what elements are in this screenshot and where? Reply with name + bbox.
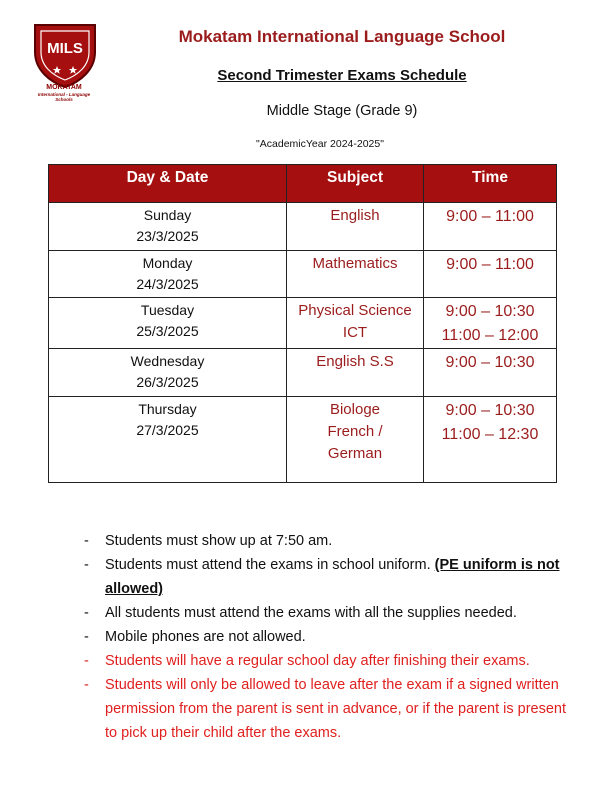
table-row — [49, 397, 557, 483]
rule-text: Students will only be allowed to leave after the exam if a signed written permission from the parent is sent in advance, or if the parent is present to pick up their child after the exams. — [105, 677, 567, 741]
table-row — [49, 349, 557, 397]
time-slot: 9:00 – 11:00 — [446, 208, 534, 225]
logo-caption-line: Schools — [55, 97, 73, 102]
day-date-cell — [49, 203, 287, 251]
subject-cell — [287, 203, 424, 251]
list-item — [84, 601, 574, 625]
subject-cell — [287, 298, 424, 349]
day-date-cell — [49, 397, 287, 483]
stage-label: Middle Stage (Grade 9) — [266, 103, 418, 119]
subject-name: English S.S — [316, 353, 394, 370]
exam-schedule-table — [48, 164, 557, 483]
time-cell — [424, 349, 557, 397]
subject-name: German — [327, 445, 383, 462]
time-slot: 9:00 – 10:30 — [445, 354, 535, 371]
day-name: Sunday — [143, 207, 192, 223]
exam-date: 26/3/2025 — [136, 374, 199, 390]
list-item — [84, 625, 574, 649]
day-name: Monday — [142, 255, 193, 271]
rule-text: Students will have a regular school day after finishing their exams. — [105, 653, 530, 669]
day-date-cell — [49, 251, 287, 298]
bullet-dash: - — [84, 557, 89, 573]
bullet-dash: - — [84, 677, 89, 693]
column-header-subject: Subject — [287, 165, 424, 203]
subject-name: French / — [327, 423, 383, 440]
rule-text: All students must attend the exams with all the supplies needed. — [105, 605, 517, 621]
bullet-dash: - — [84, 605, 89, 621]
subject-cell — [287, 397, 424, 483]
logo-caption — [24, 84, 104, 102]
logo-caption-name: MOKATAM — [46, 84, 82, 91]
day-date-cell — [49, 298, 287, 349]
time-slot: 9:00 – 11:00 — [446, 256, 534, 273]
table-row — [49, 298, 557, 349]
subject-name: Physical Science — [298, 302, 412, 319]
rule-emphasis: (PE uniform is not allowed) — [105, 557, 560, 597]
column-header-time: Time — [424, 165, 557, 203]
subject-name: Biologe — [329, 401, 381, 418]
logo-caption-line: International - Language — [37, 92, 91, 97]
time-cell — [424, 298, 557, 349]
rule-text: Students must attend the exams in school uniform. — [105, 557, 435, 573]
exam-date: 27/3/2025 — [136, 422, 199, 438]
time-cell — [424, 251, 557, 298]
table-row — [49, 251, 557, 298]
shield-icon — [32, 22, 98, 88]
day-name: Thursday — [138, 401, 197, 417]
time-slot: 9:00 – 10:30 — [445, 402, 535, 419]
bullet-dash: - — [84, 629, 89, 645]
subject-cell — [287, 251, 424, 298]
list-item — [84, 673, 574, 745]
day-name: Tuesday — [140, 302, 195, 318]
subject-name: Mathematics — [312, 255, 398, 272]
school-name: Mokatam International Language School — [178, 27, 506, 46]
list-item — [84, 649, 574, 673]
bullet-dash: - — [84, 653, 89, 669]
column-header-day-date: Day & Date — [49, 165, 287, 203]
time-cell — [424, 203, 557, 251]
exam-date: 25/3/2025 — [136, 323, 199, 339]
rule-text: Mobile phones are not allowed. — [105, 629, 306, 645]
logo-initials: MILS — [47, 40, 83, 57]
subject-name: ICT — [342, 324, 368, 341]
academic-year: "AcademicYear 2024-2025" — [256, 138, 384, 150]
bullet-dash: - — [84, 533, 89, 549]
exam-date: 23/3/2025 — [136, 228, 199, 244]
table-row — [49, 203, 557, 251]
rule-text: Students must show up at 7:50 am. — [105, 533, 333, 549]
subject-cell — [287, 349, 424, 397]
exam-rules-list — [84, 529, 574, 745]
list-item — [84, 553, 574, 601]
time-slot: 11:00 – 12:00 — [441, 327, 539, 344]
table-header-row — [49, 165, 557, 203]
list-item — [84, 529, 574, 553]
time-slot: 9:00 – 10:30 — [445, 303, 535, 320]
subject-name: English — [330, 207, 380, 224]
time-cell — [424, 397, 557, 483]
exam-date: 24/3/2025 — [136, 276, 199, 292]
time-slot: 11:00 – 12:30 — [441, 426, 539, 443]
day-date-cell — [49, 349, 287, 397]
day-name: Wednesday — [130, 353, 205, 369]
page-title: Second Trimester Exams Schedule — [217, 67, 467, 84]
